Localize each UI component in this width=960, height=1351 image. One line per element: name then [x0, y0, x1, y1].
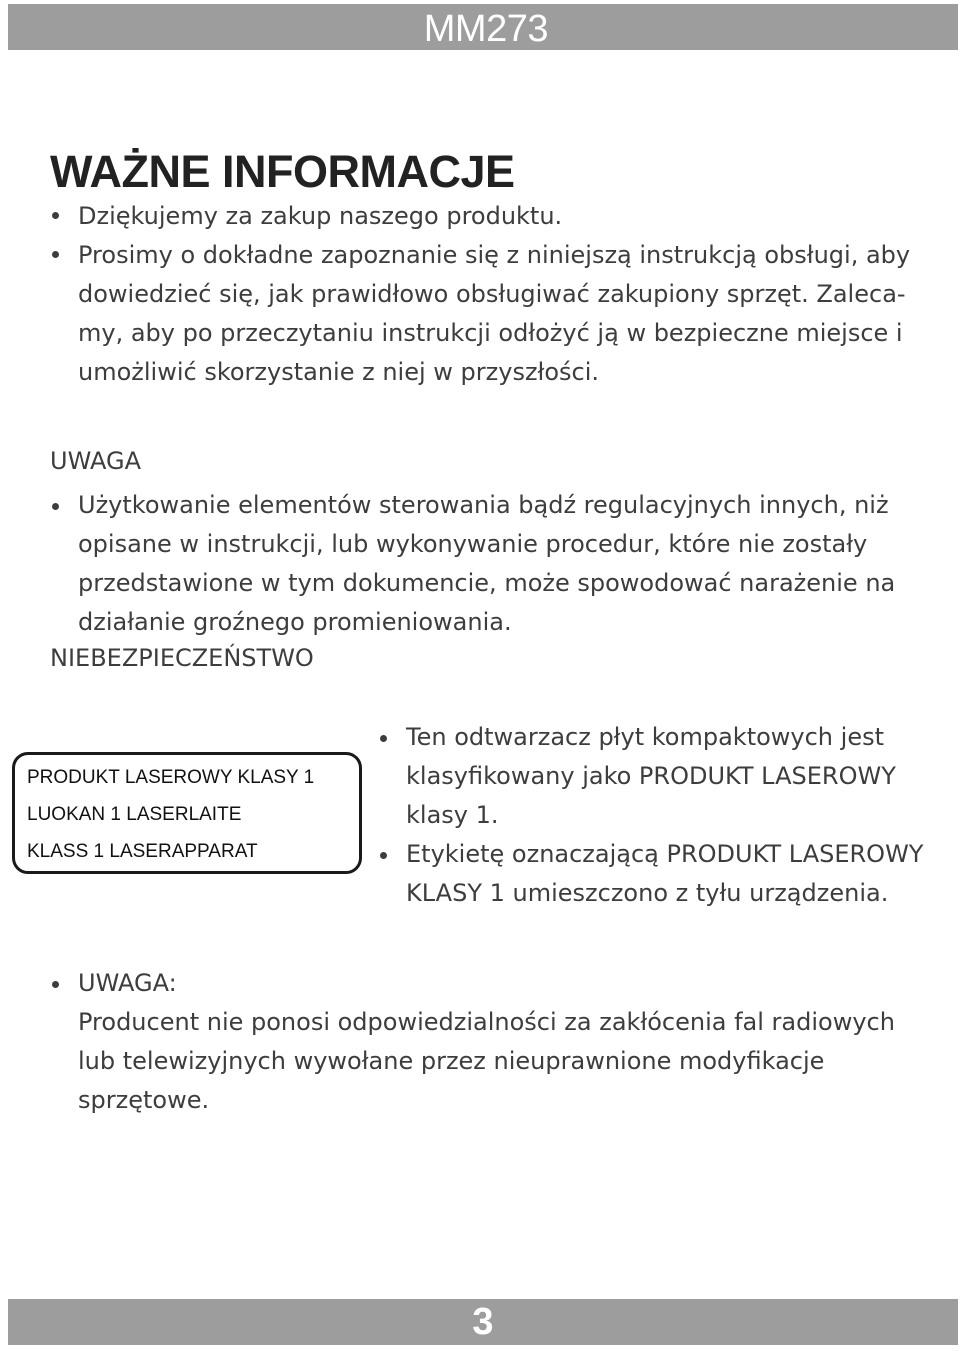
text-line: Prosimy o dokładne zapoznanie się z niniejszą instrukcją obsługi, aby: [78, 241, 911, 269]
note-label: UWAGA:: [78, 969, 177, 997]
bullet-icon: [52, 981, 59, 988]
text-line: lub telewizyjnych wywołane przez nieuprawnione modyfikacje: [78, 1047, 825, 1075]
text-line: klasy 1.: [406, 801, 499, 829]
bullet-icon: [380, 735, 387, 742]
intro-bullet-2: [78, 236, 958, 392]
text-line: dowiedzieć się, jak prawidłowo obsługiwać zakupiony sprzęt. Zaleca-: [78, 280, 906, 308]
text-line: Ten odtwarzacz płyt kompaktowych jest: [406, 723, 884, 751]
header-bar: [8, 4, 958, 50]
laser-label-line: LUOKAN 1 LASERLAITE: [27, 804, 242, 825]
text-line: opisane w instrukcji, lub wykonywanie procedur, które nie zostały: [78, 530, 868, 558]
laser-label-line: PRODUKT LASEROWY KLASY 1: [27, 767, 315, 788]
text-line: Producent nie ponosi odpowiedzialności za zakłócenia fal radiowych: [78, 1008, 895, 1036]
bullet-icon: [52, 212, 59, 219]
text-line: sprzętowe.: [78, 1086, 210, 1114]
text-line: klasyfikowany jako PRODUKT LASEROWY: [406, 762, 896, 790]
model-number: MM273: [423, 8, 548, 50]
text-line: przedstawione w tym dokumencie, może spowodować narażenie na: [78, 569, 896, 597]
laser-warning-label: [12, 752, 362, 874]
intro-bullet-1: Dziękujemy za zakup naszego produktu.: [78, 202, 563, 230]
laser-label-line: KLASS 1 LASERAPPARAT: [27, 841, 258, 862]
laser-info-bullet-1: [406, 718, 960, 835]
footer-bar: [8, 1299, 958, 1345]
text-line: KLASY 1 umieszczono z tyłu urządzenia.: [406, 879, 889, 907]
text-line: Użytkowanie elementów sterowania bądź regulacyjnych innych, niż: [78, 491, 889, 519]
text-line: działanie groźnego promieniowania.: [78, 608, 512, 636]
note-block: [78, 964, 958, 1120]
warning-label: UWAGA: [50, 447, 141, 475]
bullet-icon: [52, 251, 59, 258]
page-title: WAŻNE INFORMACJE: [50, 146, 515, 197]
warning-text: [78, 486, 958, 642]
text-line: Etykietę oznaczającą PRODUKT LASEROWY: [406, 840, 924, 868]
text-line: umożliwić skorzystanie z niej w przyszłości.: [78, 358, 600, 386]
laser-info-bullet-2: [406, 835, 960, 913]
bullet-icon: [380, 852, 387, 859]
danger-label: NIEBEZPIECZEŃSTWO: [50, 644, 314, 672]
text-line: my, aby po przeczytaniu instrukcji odłożyć ją w bezpieczne miejsce i: [78, 319, 903, 347]
page-number: 3: [472, 1301, 494, 1343]
bullet-icon: [52, 503, 59, 510]
